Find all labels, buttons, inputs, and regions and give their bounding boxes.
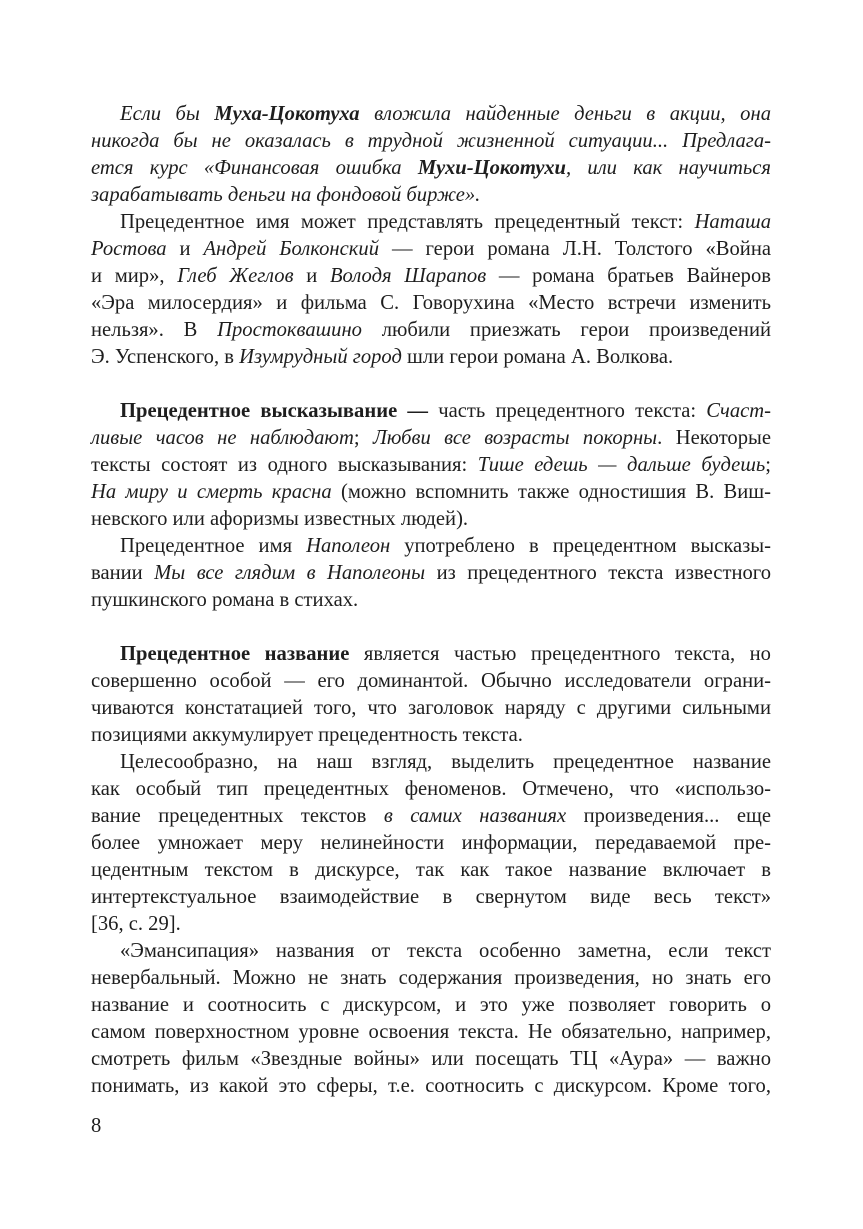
text-line (91, 398, 771, 425)
text-line (91, 587, 771, 614)
text-run: невербальный. Можно не знать содержания произведения, но знать его (91, 967, 771, 989)
text-run: Э. Успенского, в (91, 346, 240, 368)
bold-italic-name: Муха-Цокотуха (214, 103, 360, 125)
bold-italic-name: Мухи-Цокотухи (417, 157, 566, 179)
text-run: интертекстуальное взаимодействие в свернутом виде весь текст» (91, 886, 771, 908)
text-line (91, 425, 771, 452)
text-line (91, 128, 771, 155)
italic-text: Простоквашино (217, 319, 362, 341)
text-line (91, 290, 771, 317)
italic-text: Счаст- (706, 400, 771, 422)
text-run: (можно вспомнить также одностишия В. Виш- (331, 481, 771, 503)
italic-text: Андрей Болконский (203, 238, 380, 260)
text-run: название и соотносить с дискурсом, и это уже позволяет говорить о (91, 994, 771, 1016)
text-line (91, 695, 771, 722)
italic-text: Если бы (120, 103, 215, 125)
text-run: невского или афоризмы известных людей). (91, 508, 469, 530)
italic-text: Любви все возрасты покорны (372, 427, 658, 449)
text-run: ; (353, 427, 373, 449)
text-run: употреблено в прецедентном высказы- (390, 535, 772, 557)
text-run: позициями аккумулирует прецедентность текста. (91, 724, 523, 746)
text-line (91, 101, 771, 128)
text-run: чиваются констатацией того, что заголовок наряду с другими сильными (91, 697, 771, 719)
text-run: как особый тип прецедентных феноменов. Отмечено, что «использо- (91, 778, 771, 800)
text-line (91, 857, 771, 884)
paragraph-p4 (91, 533, 771, 614)
text-line (91, 938, 771, 965)
text-run: любили приезжать герои произведений (361, 319, 771, 341)
italic-text: ется курс «Финансовая ошибка (91, 157, 418, 179)
text-run: произведения... еще (566, 805, 771, 827)
text-line (91, 911, 771, 938)
text-line (91, 479, 771, 506)
italic-text: На миру и смерть красна (91, 481, 332, 503)
text-line (91, 965, 771, 992)
text-run: нельзя». В (91, 319, 218, 341)
paragraph-p6 (91, 749, 771, 938)
italic-text: Изумрудный город (239, 346, 402, 368)
text-line (91, 506, 771, 533)
text-line (91, 263, 771, 290)
italic-text: зарабатывать деньги на фондовой бирже». (91, 184, 481, 206)
text-run: часть прецедентного текста: (428, 400, 707, 422)
text-run: является частью прецедентного текста, но (349, 643, 771, 665)
text-run: Прецедентное имя (120, 535, 307, 557)
italic-text: Наполеон (306, 535, 391, 557)
text-line (91, 992, 771, 1019)
italic-text: в самих названиях (383, 805, 567, 827)
text-run: понимать, из какой это сферы, т.е. соотносить с дискурсом. Кроме того, (91, 1075, 771, 1097)
text-run: тексты состоят из одного высказывания: (91, 454, 478, 476)
text-line (91, 803, 771, 830)
text-line (91, 641, 771, 668)
text-run: цедентным текстом в дискурсе, так как такое название включает в (91, 859, 771, 881)
text-line (91, 1019, 771, 1046)
text-line (91, 236, 771, 263)
text-line (91, 776, 771, 803)
text-run: из прецедентного текста известного (425, 562, 771, 584)
text-run: «Эмансипация» названия от текста особенно заметна, если текст (120, 940, 771, 962)
paragraph-gap (91, 371, 771, 398)
text-run: и мир», (91, 265, 178, 287)
italic-text: , или как научиться (566, 157, 771, 179)
text-line (91, 182, 771, 209)
text-run: ; (765, 454, 771, 476)
italic-text: Мы все глядим в Наполеоны (154, 562, 426, 584)
text-run: шли герои романа А. Волкова. (401, 346, 674, 368)
text-run: и (293, 265, 330, 287)
italic-text: Глеб Жеглов (177, 265, 294, 287)
italic-text: Володя Шарапов (329, 265, 487, 287)
page-body (91, 101, 771, 1100)
paragraph-p1 (91, 101, 771, 209)
text-run: — герои романа Л.Н. Толстого «Война (379, 238, 771, 260)
text-run: и (166, 238, 204, 260)
text-line (91, 1073, 771, 1100)
bold-term: Прецедентное высказывание — (120, 400, 429, 422)
text-line (91, 884, 771, 911)
text-run: пушкинского романа в стихах. (91, 589, 359, 611)
italic-text: вложила найденные деньги в акции, она (359, 103, 771, 125)
italic-text: Ростова (91, 238, 167, 260)
text-run: смотреть фильм «Звездные войны» или посещать ТЦ «Аура» — важно (91, 1048, 771, 1070)
text-run: совершенно особой — его доминантой. Обычно исследователи ограни- (91, 670, 771, 692)
text-line (91, 344, 771, 371)
italic-text: ливые часов не наблюдают (91, 427, 354, 449)
text-line (91, 209, 771, 236)
text-run: вание прецедентных текстов (91, 805, 384, 827)
italic-text: Наташа (694, 211, 771, 233)
paragraph-p5 (91, 641, 771, 749)
page-number: 8 (91, 1115, 102, 1137)
paragraph-gap (91, 614, 771, 641)
italic-text: Тише едешь — дальше будешь (477, 454, 766, 476)
text-line (91, 668, 771, 695)
text-run: . Некоторые (657, 427, 771, 449)
text-run: — романа братьев Вайнеров (486, 265, 771, 287)
paragraph-p2 (91, 209, 771, 371)
text-run: Целесообразно, на наш взгляд, выделить прецедентное название (120, 751, 771, 773)
paragraph-p7 (91, 938, 771, 1100)
italic-text: никогда бы не оказалась в трудной жизненной ситуации... Предлага- (91, 130, 771, 152)
text-run: более умножает меру нелинейности информации, передаваемой пре- (91, 832, 771, 854)
bold-term: Прецедентное название (120, 643, 350, 665)
text-run: «Эра милосердия» и фильма С. Говорухина «Место встречи изменить (91, 292, 771, 314)
text-line (91, 317, 771, 344)
text-line (91, 533, 771, 560)
text-line (91, 155, 771, 182)
text-run: самом поверхностном уровне освоения текста. Не обязательно, например, (91, 1021, 771, 1043)
text-line (91, 452, 771, 479)
text-line (91, 560, 771, 587)
text-run: Прецедентное имя может представлять прецедентный текст: (120, 211, 695, 233)
text-run: [36, с. 29]. (91, 913, 181, 935)
text-line (91, 1046, 771, 1073)
text-line (91, 749, 771, 776)
text-run: вании (91, 562, 155, 584)
text-line (91, 830, 771, 857)
paragraph-p3 (91, 398, 771, 533)
text-line (91, 722, 771, 749)
